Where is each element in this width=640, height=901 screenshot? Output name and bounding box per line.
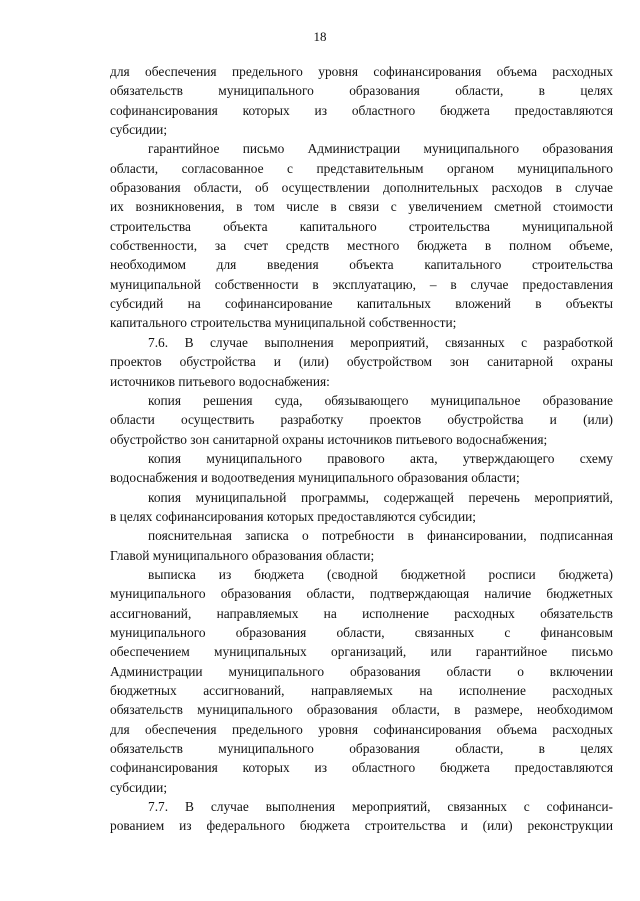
text-line: бюджетных ассигнований, направляемых на исполнение расходных xyxy=(110,683,613,698)
text-line: 7.6. В случае выполнения мероприятий, связанных с разработкой xyxy=(148,334,613,350)
text-line: обязательств муниципального образования области, в целях xyxy=(110,741,613,757)
text-line: копия муниципального правового акта, утверждающего схему xyxy=(148,450,613,466)
text-line: гарантийное письмо Администрации муниципального образования xyxy=(148,141,613,157)
document-body xyxy=(110,62,613,836)
text-line: пояснительная записка о потребности в финансировании, подписанная xyxy=(148,528,613,544)
text-line: области осуществить разработку проектов обустройства и (или) xyxy=(110,412,613,428)
text-line: субсидий на софинансирование капитальных вложений в объекты xyxy=(110,296,613,312)
text-line: области, согласованное с представительным органом муниципального xyxy=(110,160,613,176)
text-line: обеспечением муниципальных организаций, или гарантийное письмо xyxy=(110,644,613,660)
text-line: 7.7. В случае выполнения мероприятий, связанных с софинанси- xyxy=(148,799,613,815)
text-line: для обеспечения предельного уровня софинансирования объема расходных xyxy=(110,64,613,79)
text-line: Администрации муниципального образования области о включении xyxy=(110,663,613,679)
page-number: 18 xyxy=(313,29,327,44)
text-line: проектов обустройства и (или) обустройством зон санитарной охраны xyxy=(110,354,613,370)
text-line: собственности, за счет средств местного бюджета в полном объеме, xyxy=(110,238,613,254)
text-line: субсидии; xyxy=(110,122,168,138)
text-line: образования области, об осуществлении дополнительных расходов в случае xyxy=(110,180,613,196)
text-line: копия решения суда, обязывающего муниципальное образование xyxy=(148,392,613,408)
text-line: строительства объекта капитального строительства муниципальной xyxy=(110,218,613,234)
text-line: ассигнований, направляемых на исполнение расходных обязательств xyxy=(110,605,613,621)
text-line: Главой муниципального образования области; xyxy=(110,547,375,563)
text-line: обустройство зон санитарной охраны источников питьевого водоснабжения; xyxy=(110,431,548,447)
text-line: муниципальной собственности в эксплуатацию, – в случае предоставления xyxy=(110,276,613,292)
text-line: водоснабжения и водоотведения муниципального образования области; xyxy=(110,470,520,486)
text-line: субсидии; xyxy=(110,779,168,795)
text-line: для обеспечения предельного уровня софинансирования объема расходных xyxy=(110,721,613,737)
text-line: копия муниципальной программы, содержащей перечень мероприятий, xyxy=(148,489,613,505)
text-line: рованием из федерального бюджета строительства и (или) реконструкции xyxy=(110,818,613,834)
text-line: софинансирования которых из областного бюджета предоставляются xyxy=(110,760,613,776)
text-line: муниципального образования области, подтверждающая наличие бюджетных xyxy=(110,586,613,602)
text-line: софинансирования которых из областного бюджета предоставляются xyxy=(110,102,613,118)
text-line: муниципального образования области, связанных с финансовым xyxy=(110,624,613,640)
text-line: капитального строительства муниципальной собственности; xyxy=(110,315,457,331)
text-line: обязательств муниципального образования области, в размере, необходимом xyxy=(110,702,613,718)
text-line: обязательств муниципального образования области, в целях xyxy=(110,83,613,99)
text-line: источников питьевого водоснабжения: xyxy=(110,373,330,389)
text-line: выписка из бюджета (сводной бюджетной росписи бюджета) xyxy=(148,566,613,582)
text-line: в целях софинансирования которых предоставляются субсидии; xyxy=(110,508,477,524)
text-line: их возникновения, в том числе в связи с увеличением сметной стоимости xyxy=(110,199,613,215)
text-line: необходимом для введения объекта капитального строительства xyxy=(110,257,613,273)
